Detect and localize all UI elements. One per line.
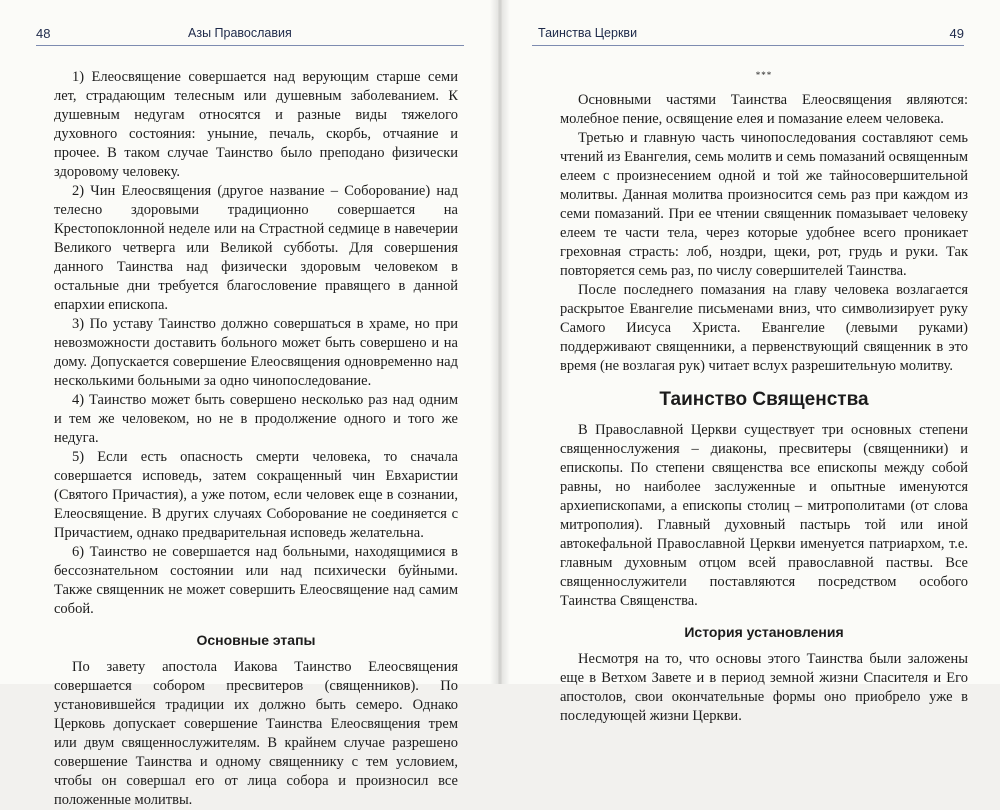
paragraph: В Православной Церкви существует три основных степени священнослужения – диаконы, пресвитеры (священники) и епископы. По степени священства все епископы между собой равны, но наиболее заслуженные и опытные именуются архиепископами, а епископы столиц – митрополитами (от слова митрополия). Главный духовный пастырь той или иной автокефальной Православной Церкви именуется патриархом, т.е. главным духовным отцом всей православной паствы. Все священнослужители поставляются посредством особого Таинства Священства. [560, 422, 968, 609]
running-head: Азы Православия [188, 26, 292, 40]
paragraph: 3) По уставу Таинство должно совершаться в храме, но при невозможности доставить больного может быть совершено и на дому. Допускается совершение Елеосвящения одновременно над несколькими больными за одно чинопоследование. [54, 316, 458, 389]
paragraph: Основными частями Таинства Елеосвящения являются: молебное пение, освящение елея и помазание елеем человека. [560, 92, 968, 127]
book-gutter [490, 0, 510, 684]
left-page [0, 0, 498, 808]
page-number: 49 [949, 26, 964, 41]
header-rule [36, 45, 464, 46]
paragraph: 5) Если есть опасность смерти человека, то сначала совершается исповедь, затем сокращенный чин Евхаристии (Святого Причастия), а уже потом, если человек еще в сознании, Елеосвящение. В других случаях Соборование не соединяется с Причастием, однако предварительная исповедь желательна. [54, 449, 458, 541]
paragraph: 6) Таинство не совершается над больными, находящимися в бессознательном состоянии или над психически буйными. Также священник не может совершить Елеосвящение над самим собой. [54, 544, 458, 617]
paragraph: 1) Елеосвящение совершается над верующим старше семи лет, страдающим телесным или душевным заболеванием. К душевным недугам относятся и разные виды тяжелого духовного состояния: уныние, печаль, скорбь, отчаяние и прочее. В таком случае Таинство было преподано физически здоровому человеку. [54, 69, 458, 180]
subheading: Основные этапы [196, 632, 316, 648]
paragraph: По завету апостола Иакова Таинство Елеосвящения совершается собором пресвитеров (священников). По установившейся традиции их должно быть семеро. Однако Церковь допускает совершение Таинства Елеосвящения трем или двум священнослужителям. В крайнем случае разрешено совершение Таинства и одному священнику с тем условием, чтобы он совершал его от лица собора и произносил все положенные молитвы. [54, 659, 458, 808]
page-number: 48 [36, 26, 51, 41]
right-page-text [560, 68, 968, 726]
paragraph: 2) Чин Елеосвящения (другое название – Соборование) над телесно здоровыми традиционно совершается на Крестопоклонной неделе или на Страстной седмице в навечерии Великого четверга или Великой субботы. Для совершения данного Таинства над физически здоровым человеком в остальные дни требуется благословение правящего в данной епархии епископа. [54, 183, 458, 313]
paragraph: После последнего помазания на главу человека возлагается раскрытое Евангелие письменами вниз, что символизирует руку Самого Иисуса Христа. Евангелие (левыми руками) поддерживают священники, а первенствующий священник в это время (не возлагая рук) читает вслух разрешительную молитву. [560, 282, 968, 374]
paragraph: Несмотря на то, что основы этого Таинства были заложены еще в Ветхом Завете и в период земной жизни Спасителя и Его апостолов, свои окончательные формы оно приобрело уже в последующей жизни Церкви. [560, 651, 968, 724]
section-title: Таинство Священства [659, 389, 869, 410]
running-head: Таинства Церкви [538, 26, 638, 40]
left-page-header [36, 24, 464, 46]
right-page-header [532, 24, 964, 46]
paragraph: Третью и главную часть чинопоследования составляют семь чтений из Евангелия, семь молитв и семь помазаний освященным елеем с произнесением одной и той же тайносовершительной молитвы. Данная молитва произносится семь раз при каждом из семи помазаний. При ее чтении священник помазывает человеку елеем те части тела, через которые удобнее всего проникает греховная страсть: лоб, ноздри, щеки, рот, грудь и руки. Так повторяется семь раз, по числу совершителей Таинства. [560, 130, 968, 279]
right-page [502, 0, 1000, 724]
subheading: История установления [684, 624, 844, 640]
section-ornament: *** [755, 70, 773, 80]
paragraph: 4) Таинство может быть совершено несколько раз над одним и тем же человеком, но не в продолжение одного и того же недуга. [54, 392, 458, 446]
header-rule [532, 45, 964, 46]
left-page-text [54, 68, 458, 810]
